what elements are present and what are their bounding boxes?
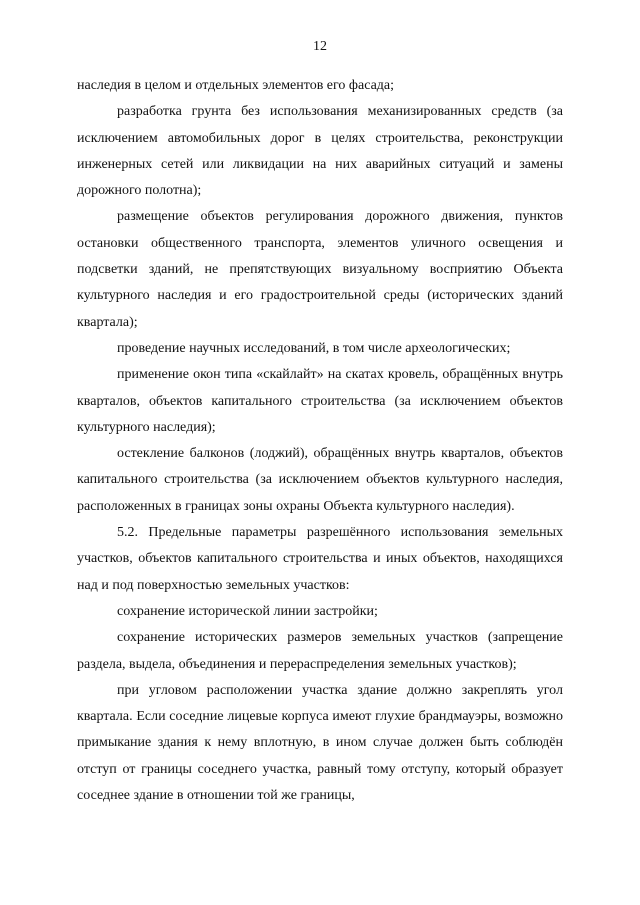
- paragraph-1: наследия в целом и отдельных элементов его фасада;: [77, 78, 395, 93]
- paragraph-3: размещение объектов регулирования дорожного движения, пунктов остановки общественного транспорта, элементов уличного освещения и подсветки зданий, не препятствующих визуальному восприятию Объекта культурного наследия и его градостроительной среды (исторических зданий квартала);: [77, 209, 563, 330]
- document-body: [77, 73, 563, 809]
- paragraph-10: при угловом расположении участка здание должно закреплять угол квартала. Если соседние лицевые корпуса имеют глухие брандмауэры, возможно примыкание здания к нему вплотную, в ином случае должен быть соблюдён отступ от границы соседнего участка, равный тому отступу, который образует соседнее здание в отношении той же границы,: [77, 682, 563, 804]
- page-number: 12: [313, 39, 327, 54]
- paragraph-5: применение окон типа «скайлайт» на скатах кровель, обращённых внутрь кварталов, объектов капитального строительства (за исключением объектов культурного наследия);: [77, 367, 563, 435]
- paragraph-2: разработка грунта без использования механизированных средств (за исключением автомобильных дорог в целях строительства, реконструкции инженерных сетей или ликвидации на них аварийных ситуаций и замены дорожного полотна);: [77, 104, 563, 199]
- paragraph-4: проведение научных исследований, в том числе археологических;: [117, 340, 511, 356]
- paragraph-8: сохранение исторической линии застройки;: [117, 603, 378, 619]
- paragraph-9: сохранение исторических размеров земельных участков (запрещение раздела, выдела, объединения и перераспределения земельных участков);: [77, 630, 563, 672]
- paragraph-6: остекление балконов (лоджий), обращённых внутрь кварталов, объектов капитального строительства (за исключением объектов культурного наследия, расположенных в границах зоны охраны Объекта культурного наследия).: [77, 446, 563, 514]
- paragraph-7: 5.2. Предельные параметры разрешённого использования земельных участков, объектов капитального строительства и иных объектов, находящихся над и под поверхностью земельных участков:: [77, 525, 563, 593]
